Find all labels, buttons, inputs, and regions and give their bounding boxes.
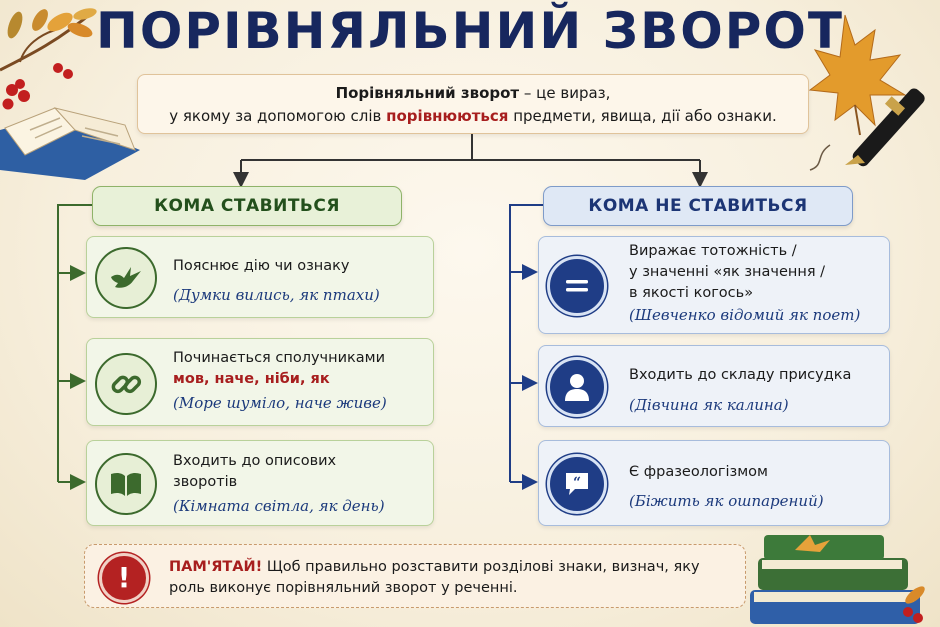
rule-example: (Думки вились, як птахи) (173, 286, 380, 304)
equals-icon (547, 256, 607, 316)
comma-not-required-heading: КОМА НЕ СТАВИТЬСЯ (543, 186, 853, 226)
rule-text: Пояснює дію чи ознаку (173, 258, 350, 274)
rule-card-predicate (538, 345, 890, 427)
rule-text-line3: в якості когось» (629, 285, 754, 301)
rule-card-idiom (538, 440, 890, 526)
rule-conjunctions: мов, наче, ніби, як (173, 371, 330, 387)
page-title: ПОРІВНЯЛЬНИЙ ЗВОРОТ (95, 2, 845, 60)
rule-card-identity (538, 236, 890, 334)
comma-required-heading: КОМА СТАВИТЬСЯ (92, 186, 402, 226)
remember-note (84, 544, 746, 608)
definition-part3: предмети, явища, дії або ознаки. (508, 107, 777, 125)
rule-example: (Кімната світла, як день) (173, 497, 385, 515)
svg-text:“: “ (572, 475, 582, 491)
exclamation-icon: ! (99, 553, 149, 603)
rule-text: Починається сполучниками (173, 350, 386, 366)
rule-text-line1: Виражає тотожність / (629, 243, 797, 259)
rule-card-descriptive-phrase (86, 440, 434, 526)
rule-example: (Дівчина як калина) (629, 396, 789, 414)
definition-part2: у якому за допомогою слів (169, 107, 387, 125)
rule-card-explains-action (86, 236, 434, 318)
quote-bubble-icon (547, 454, 607, 514)
definition-highlight: порівнюються (386, 107, 509, 125)
remember-label: ПАМ'ЯТАЙ! (169, 559, 263, 575)
rule-text-line2: у значенні «як значення / (629, 264, 826, 280)
rule-text: Входить до описових зворотів (173, 453, 337, 490)
remember-text: Щоб правильно розставити розділові знаки, визнач, яку роль виконує порівняльний зворот у реченні. (169, 559, 700, 596)
rule-text: Входить до складу присудка (629, 367, 852, 383)
rule-example: (Шевченко відомий як поет) (629, 306, 861, 324)
dove-icon (95, 247, 157, 309)
person-icon (547, 357, 607, 417)
rule-card-starts-with-conjunctions (86, 338, 434, 426)
definition-part1: – це вираз, (519, 84, 611, 102)
open-book-icon (95, 453, 157, 515)
rule-text: Є фразеологізмом (629, 464, 768, 480)
chain-link-icon (95, 353, 157, 415)
definition-term: Порівняльний зворот (335, 84, 520, 102)
rule-example: (Біжить як ошпарений) (629, 492, 824, 510)
rule-example: (Море шуміло, наче живе) (173, 394, 387, 412)
